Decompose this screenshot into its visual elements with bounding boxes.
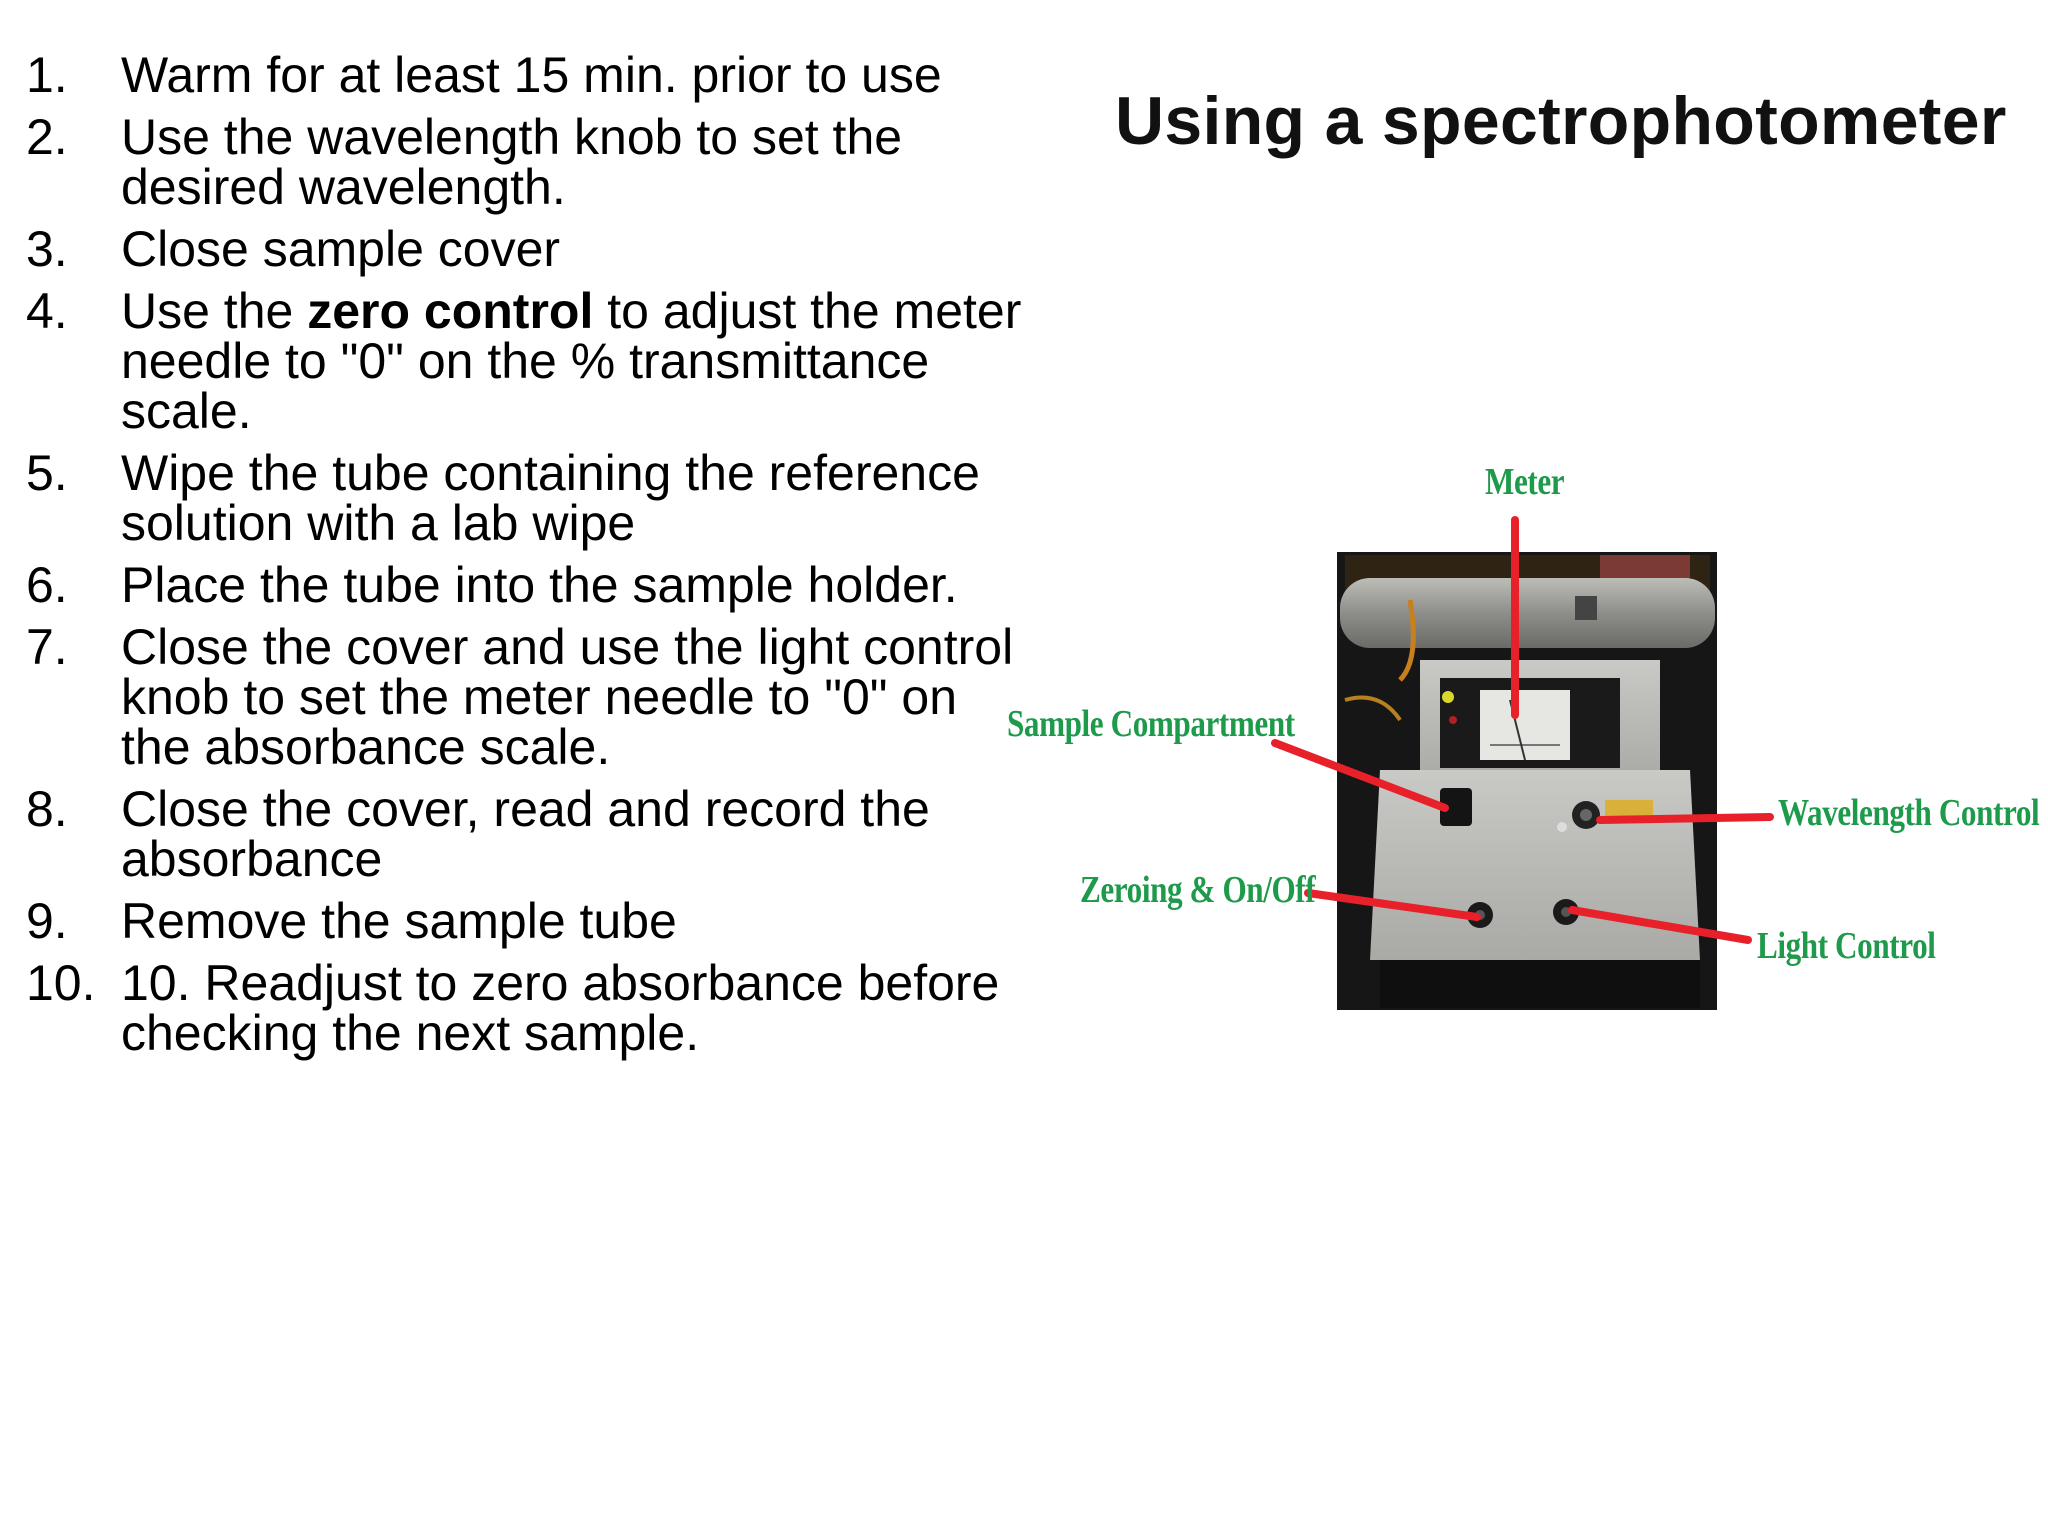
step-text: Warm for at least 15 min. prior to use: [121, 47, 942, 103]
sample-compartment-pointer: [1275, 743, 1445, 808]
wavelength-dial: [1605, 800, 1653, 816]
photo-pipe-joint: [1575, 596, 1597, 620]
step-number: 9.: [26, 893, 68, 949]
wavelength-knob: [1572, 801, 1600, 829]
wavelength-knob-center: [1580, 809, 1592, 821]
meter-face: [1480, 690, 1570, 760]
instrument-base: [1380, 960, 1700, 1008]
step-number: 4.: [26, 283, 68, 339]
indicator-light: [1442, 691, 1454, 703]
step-text: Close the cover and use the light control knob to set the meter needle to "0" on the absorbance scale.: [121, 619, 1014, 775]
wavelength-pointer: [1600, 817, 1770, 820]
light-control-label: Light Control: [1757, 925, 1936, 967]
sample-compartment-cover: [1440, 788, 1472, 826]
zero-control-knob: [1467, 902, 1493, 928]
meter-needle: [1510, 700, 1525, 760]
list-item: [26, 445, 1026, 551]
wavelength-control-label: Wavelength Control: [1778, 792, 2040, 834]
list-item: [26, 893, 1026, 949]
step-text: Close sample cover: [121, 221, 561, 277]
list-item: [26, 47, 1026, 103]
step-number: 5.: [26, 445, 68, 501]
step-text: Wipe the tube containing the reference solution with a lab wipe: [121, 445, 980, 551]
small-screw: [1557, 822, 1567, 832]
instrument-photo: [1337, 552, 1717, 1010]
list-item: [26, 557, 1026, 613]
meter-housing: [1440, 678, 1620, 768]
photo-cable: [1345, 698, 1400, 721]
list-item: [26, 955, 1026, 1061]
photo-red-area: [1600, 555, 1690, 593]
instrument-lower-body: [1370, 770, 1700, 960]
photo-orange-cable: [1400, 600, 1413, 680]
zeroing-label: Zeroing & On/Off: [1080, 869, 1316, 911]
instruction-list: [26, 47, 1026, 1070]
step-number: 8.: [26, 781, 68, 837]
step-text: Use the wavelength knob to set the desired wavelength.: [121, 109, 903, 215]
sample-compartment-label: Sample Compartment: [1007, 703, 1295, 745]
step-number: 3.: [26, 221, 68, 277]
step-text: Place the tube into the sample holder.: [121, 557, 958, 613]
step-number: 6.: [26, 557, 68, 613]
meter-label: Meter: [1485, 461, 1565, 503]
step-text: [121, 283, 1021, 439]
pointer-lines: [1275, 520, 1770, 940]
step-text: 10. Readjust to zero absorbance before checking the next sample.: [121, 955, 1000, 1061]
light-control-pointer: [1572, 910, 1748, 940]
list-item: [26, 283, 1026, 439]
light-control-knob-center: [1561, 907, 1571, 917]
step-number: 7.: [26, 619, 68, 675]
step-number: 1.: [26, 47, 68, 103]
list-item: [26, 109, 1026, 215]
step-text-post: to adjust the meter needle to "0" on the % transmittance scale.: [121, 283, 1022, 439]
step-text: Remove the sample tube: [121, 893, 677, 949]
list-item: [26, 781, 1026, 887]
indicator-light-red: [1449, 716, 1457, 724]
step-number: 2.: [26, 109, 68, 165]
photo-background: [1337, 552, 1717, 1010]
list-item: [26, 619, 1026, 775]
instrument-upper-body: [1420, 660, 1660, 780]
light-control-knob: [1553, 899, 1579, 925]
page-title: Using a spectrophotometer: [1115, 83, 2007, 159]
zero-control-knob-center: [1475, 910, 1485, 920]
list-item: [26, 221, 1026, 277]
step-text: Close the cover, read and record the absorbance: [121, 781, 930, 887]
photo-shelf: [1345, 555, 1710, 595]
zeroing-pointer: [1308, 893, 1477, 917]
step-text-bold: zero control: [307, 283, 594, 339]
step-text-pre: Use the: [121, 283, 308, 339]
photo-pipe: [1340, 578, 1715, 648]
step-number: 10.: [26, 955, 96, 1011]
